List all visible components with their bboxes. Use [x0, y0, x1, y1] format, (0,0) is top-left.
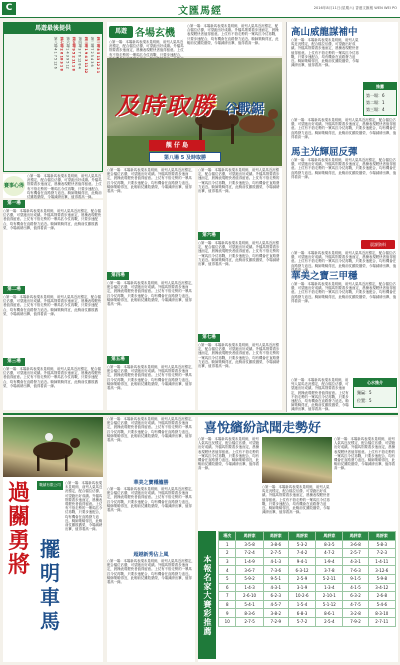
race-note-text: ○第一場：本場新馬表現未見明朗，前列人氣馬近況穩定，配合檔位佔優，可望跑出好成績。外檔馬則要看步速而定，晨操表現輕快者值得留意。上仗有不俗走勢的一眾馬匹今仗再戰，只要步速配合，均有機會在直路發力追近。騎師策騎得宜，此駒前仗雖敗猶榮，今場減磅出賽，值得看高一線。: [198, 168, 280, 194]
tip-line: 第四場 3 7 6 12 8 4: [77, 37, 82, 69]
table-cell: 8-6-1: [316, 609, 343, 618]
bottom-left-caption: 戰績有限公司: [37, 481, 63, 490]
right-low-headline: 華美之寶三甲穩: [291, 271, 358, 282]
table-row: [219, 583, 396, 592]
table-header-cell: 馬評家: [343, 532, 368, 541]
table-cell: 8-3-6: [236, 609, 263, 618]
masthead: [0, 0, 400, 18]
race-note-text: ○第一場：本場新馬表現未見明朗，前列人氣馬近況穩定，配合檔位佔優，可望跑出好成績。外檔馬則要看步速而定，晨操表現輕快者值得留意。上仗有不俗走勢的一眾馬匹今仗再戰，只要步速配合，均有機會在直路發力追近。騎師策騎得宜，此駒前仗雖敗猶榮，今場減磅出賽，值得看高一線。: [3, 209, 102, 230]
table-row: [219, 600, 396, 609]
table-cell: 7-2-3: [368, 549, 395, 558]
table-cell: 1-4-11: [368, 557, 395, 566]
tip-line: 第八場 4 1 7 5 12 6: [53, 37, 58, 69]
race-notes-col-c: [198, 168, 282, 410]
table-cell: 5-4-6: [368, 600, 395, 609]
table-row: [219, 566, 396, 575]
table-cell: 5-4-1: [236, 600, 263, 609]
race-note-text: ○第一場：本場新馬表現未見明朗，前列人氣馬近況穩定，配合檔位佔優，可望跑出好成績。外檔馬則要看步速而定，晨操表現輕快者值得留意。上仗有不俗走勢的一眾馬匹今仗再戰，只要步速配合，均有機會在直路發力追近。騎師策騎得宜，此駒前仗雖敗猶榮，今場減磅出賽，值得看高一線。: [3, 367, 102, 388]
table-row: [219, 574, 396, 583]
table-cell: 4-3-1: [263, 583, 288, 592]
table-cell: 3-12-6: [368, 566, 395, 575]
race-note-text: ○第一場：本場新馬表現未見明朗，前列人氣馬近況穩定，配合檔位佔優，可望跑出好成績。外檔馬則要看步速而定，晨操表現輕快者值得留意。上仗有不俗走勢的一眾馬匹今仗再戰，只要步速配合，均有機會在直路發力追近。騎師策騎得宜，此駒前仗雖敗猶榮，今場減磅出賽，值得看高一線。: [3, 295, 102, 316]
predictions-table-wrap: [218, 531, 396, 659]
table-cell: 7-2-9: [263, 617, 288, 626]
race-notes-col-b: [107, 168, 195, 410]
right-mid-tag: 晨課資料: [361, 240, 395, 249]
bottom-right-headline: 喜悅繽紛試聞走勢好: [204, 421, 322, 436]
table-cell: 5: [219, 574, 236, 583]
kicker-title: 各場玄機: [135, 28, 175, 39]
race-tag: 第四場: [107, 272, 129, 280]
table-cell: 1-5-4: [288, 600, 315, 609]
bottom-left-headline-blue: [37, 537, 63, 633]
photo-badge: 靚 仔 島: [149, 140, 205, 151]
table-header-cell: 馬評家: [368, 532, 395, 541]
table-cell: 3-8-6: [263, 540, 288, 549]
table-header-cell: 馬評家: [263, 532, 288, 541]
bottom-left-text: ○第一場：本場新馬表現未見明朗，前列人氣馬近況穩定，配合檔位佔優，可望跑出好成績。外檔馬則要看步速而定，晨操表現輕快者值得留意。上仗有不俗走勢的一眾馬匹今仗再戰，只要步速配合，均有機會在直路發力追近。騎師策騎得宜，此駒前仗雖敗猶榮，今場減磅出賽，值得看高一線。: [65, 481, 103, 532]
headline-char: 勇: [7, 528, 30, 554]
feature-headline: 及時取勝: [115, 91, 215, 120]
table-cell: 6-3-2: [343, 592, 368, 601]
table-cell: 5-9-8: [368, 574, 395, 583]
tip-line: 第一場 8 5 13 12 2 1: [96, 37, 100, 74]
race-tag: 第二場: [3, 286, 25, 294]
table-row: [219, 592, 396, 601]
table-row: [219, 549, 396, 558]
table-cell: 3-4-12: [368, 583, 395, 592]
bottom-left-headline-red: [5, 481, 33, 577]
table-cell: 7-4-2: [288, 549, 315, 558]
table-header-cell: 馬評家: [316, 532, 343, 541]
table-cell: 8-3-5: [316, 540, 343, 549]
race-tag: 第五場: [107, 356, 129, 364]
table-cell: 10: [219, 617, 236, 626]
bottom-right-text: ○第一場：本場新馬表現未見明朗，前列人氣馬近況穩定，配合檔位佔優，可望跑出好成績。外檔馬則要看步速而定，晨操表現輕快者值得留意。上仗有不俗走勢的一眾馬匹今仗再戰，只要步速配合，均有機會在直路發力追近。騎師策騎得宜，此駒前仗雖敗猶榮，今場減磅出賽，值得看高一線。: [198, 437, 260, 471]
kicker-tag: 馬遊: [109, 26, 133, 38]
right-low-pick-box: [353, 378, 397, 408]
page-letter-badge: C: [2, 2, 16, 15]
right-top-text: ○第一場：本場新馬表現未見明朗，前列人氣馬近況穩定，配合檔位佔優，可望跑出好成績。外檔馬則要看步速而定，晨操表現輕快者值得留意。上仗有不俗走勢的一眾馬匹今仗再戰，只要步速配合，均有機會在直路發力追近。騎師策騎得宜，此駒前仗雖敗猶榮，今場減磅出賽，值得看高一線。: [291, 38, 359, 68]
headline-char: 明: [40, 561, 60, 585]
table-cell: 3-2-8: [343, 609, 368, 618]
table-cell: 2-10-1: [316, 592, 343, 601]
table-cell: 2-7-11: [368, 617, 395, 626]
table-cell: 6: [219, 583, 236, 592]
right-column: [286, 22, 398, 412]
pick-box-title: 推薦: [364, 83, 396, 90]
race-intro-text: ○第一場：本場新馬表現未見明朗，前列人氣馬近況穩定，配合檔位佔優，可望跑出好成績。外檔馬則要看步速而定，晨操表現輕快者值得留意。上仗有不俗走勢的一眾馬匹今仗再戰，只要步速配合，均有機會在直路發力追近。騎師策騎得宜，此駒前仗雖敗猶榮，今場減磅出賽，值得看高一線。: [27, 174, 102, 200]
table-row: [219, 540, 396, 549]
table-cell: 8: [219, 600, 236, 609]
race-note-text: ○第一場：本場新馬表現未見明朗，前列人氣馬近況穩定，配合檔位佔優，可望跑出好成績。外檔馬則要看步速而定，晨操表現輕快者值得留意。上仗有不俗走勢的一眾馬匹今仗再戰，只要步速配合，均有機會在直路發力追近。騎師策騎得宜，此駒前仗雖敗猶榮，今場減磅出賽，值得看高一線。: [198, 241, 280, 267]
table-cell: 10-2-6: [288, 592, 315, 601]
race-note-text: ○第一場：本場新馬表現未見明朗，前列人氣馬近況穩定，配合檔位佔優，可望跑出好成績。外檔馬則要看步速而定，晨操表現輕快者值得留意。上仗有不俗走勢的一眾馬匹今仗再戰，只要步速配合，均有機會在直路發力追近。騎師策騎得宜，此駒前仗雖敗猶榮，今場減磅出賽，值得看高一線。: [107, 168, 195, 194]
caption-tag-circle: 賽事心得: [3, 176, 25, 196]
right-low-tag: 心水推介: [354, 379, 396, 387]
table-cell: 2: [219, 549, 236, 558]
table-row: [219, 557, 396, 566]
pick-item: 位置：5: [357, 398, 372, 403]
table-header-row: [219, 532, 396, 541]
table-header-cell: 場次: [219, 532, 236, 541]
table-cell: 9-5-1: [263, 574, 288, 583]
table-cell: 8-3-10: [368, 609, 395, 618]
pick-item: 第二場：1: [366, 100, 385, 105]
race-tag: 第一場: [3, 200, 25, 208]
table-row: [219, 617, 396, 626]
pick-item: 獨贏：5: [357, 390, 372, 395]
race-tag: 第七場: [198, 334, 220, 342]
right-mid-text: ○第一場：本場新馬表現未見明朗，前列人氣馬近況穩定，配合檔位佔優，可望跑出好成績。外檔馬則要看步速而定，晨操表現輕快者值得留意。上仗有不俗走勢的一眾馬匹今仗再戰，只要步速配合，均有機會在直路發力追近。騎師策騎得宜，此駒前仗雖敗猶榮，今場減磅出賽，值得看高一線。: [291, 158, 397, 179]
headline-char: 馬: [40, 609, 60, 633]
race-note-text: ○第一場：本場新馬表現未見明朗，前列人氣馬近況穩定，配合檔位佔優，可望跑出好成績。外檔馬則要看步速而定，晨操表現輕快者值得留意。上仗有不俗走勢的一眾馬匹今仗再戰，只要步速配合，均有機會在直路發力追近。騎師策騎得宜，此駒前仗雖敗猶榮，今場減磅出賽，值得看高一線。: [107, 365, 195, 391]
right-low-text: ○第一場：本場新馬表現未見明朗，前列人氣馬近況穩定，配合檔位佔優，可望跑出好成績。外檔馬則要看步速而定，晨操表現輕快者值得留意。上仗有不俗走勢的一眾馬匹今仗再戰，只要步速配合，均有機會在直路發力追近。騎師策騎得宜，此駒前仗雖敗猶榮，今場減磅出賽，值得看高一線。: [291, 282, 397, 303]
table-cell: 2-7-5: [236, 617, 263, 626]
table-cell: 5-2-11: [316, 574, 343, 583]
table-cell: 4-1-3: [263, 557, 288, 566]
bottom-left-story: [3, 417, 103, 662]
race-notes-col-a: [3, 200, 103, 410]
table-cell: 5-9-2: [236, 574, 263, 583]
feature-kicker-area: [107, 22, 282, 56]
table-header-cell: 馬評家: [288, 532, 315, 541]
table-cell: 4: [219, 566, 236, 575]
horse-illustration: [3, 417, 103, 477]
left-tips-tag: 馬遊最後提供: [4, 23, 102, 34]
left-tips-columns: [8, 37, 100, 169]
table-cell: 2-5-7: [343, 549, 368, 558]
headline-char: 車: [40, 585, 60, 609]
right-top-text-2: ○第一場：本場新馬表現未見明朗，前列人氣馬近況穩定，配合檔位佔優，可望跑出好成績。外檔馬則要看步速而定，晨操表現輕快者值得留意。上仗有不俗走勢的一眾馬匹今仗再戰，只要步速配合，均有機會在直路發力追近。騎師策騎得宜，此駒前仗雖敗猶榮，今場減磅出賽，值得看高一線。: [291, 118, 397, 139]
table-cell: 6-3-12: [288, 566, 315, 575]
table-cell: 3-1-9: [288, 583, 315, 592]
table-cell: 3-8-2: [263, 609, 288, 618]
right-mid-headline: 馬主光輝屈反彈: [291, 147, 358, 158]
table-cell: 6-8-3: [288, 609, 315, 618]
photo-caption: 第八場 5 及時取勝: [149, 152, 221, 162]
picks-side-tag: 本報名家大賽彩推薦: [198, 531, 216, 659]
pick-item: 第一場：6: [366, 93, 385, 98]
table-cell: 2-6-10: [236, 592, 263, 601]
table-cell: 7-9-2: [343, 617, 368, 626]
kicker-body: ○第一場：本場新馬表現未見明朗，前列人氣馬近況穩定，配合檔位佔優，可望跑出好成績。外檔馬則要看步速而定，晨操表現輕快者值得留意。上仗有不俗走勢的一眾馬匹今仗再戰，只要步速配合，均有機會在直路發力追近。騎師策騎得宜，此駒前仗雖敗猶榮，今場減磅出賽，值得看高一線。: [187, 24, 279, 45]
table-cell: 5-8-3: [368, 540, 395, 549]
bottom-right-text: ○第一場：本場新馬表現未見明朗，前列人氣馬近況穩定，配合檔位佔優，可望跑出好成績。外檔馬則要看步速而定，晨操表現輕快者值得留意。上仗有不俗走勢的一眾馬匹今仗再戰，只要步速配合，均有機會在直路發力追近。騎師策騎得宜，此駒前仗雖敗猶榮，今場減磅出賽，值得看高一線。: [262, 485, 330, 515]
race-tag: 第六場: [198, 232, 220, 240]
feature-photo: [107, 58, 282, 166]
dateline: 2016年8月11日(星期六) 香港文匯報 WEN WEI PO: [313, 6, 397, 10]
table-cell: 1-9-4: [316, 557, 343, 566]
right-top-pick-box: [363, 82, 397, 116]
table-cell: 7-6-3: [343, 566, 368, 575]
bottom-mid-text: ○第一場：本場新馬表現未見明朗，前列人氣馬近況穩定，配合檔位佔優，可望跑出好成績。外檔馬則要看步速而定，晨操表現輕快者值得留意。上仗有不俗走勢的一眾馬匹今仗再戰，只要步速配合，均有機會在直路發力追近。騎師策騎得宜，此駒前仗雖敗猶榮，今場減磅出賽，值得看高一線。: [107, 487, 195, 513]
bottom-mid-sub1: 華美之寶穩膽勝: [133, 480, 169, 486]
table-cell: 3-6-8: [343, 540, 368, 549]
predictions-table: [218, 531, 396, 627]
tip-line: 第七場 2 6 10 3 1 8: [59, 37, 64, 71]
left-tips-panel: [3, 22, 103, 172]
feature-headline-side: 谷戰鋸: [225, 102, 265, 117]
table-cell: 9: [219, 609, 236, 618]
table-cell: 2-5-4: [316, 617, 343, 626]
table-cell: 1-4-9: [236, 557, 263, 566]
table-header-cell: 馬評家: [236, 532, 263, 541]
table-cell: 3-6-7: [236, 566, 263, 575]
table-cell: 9-1-5: [343, 574, 368, 583]
table-cell: 7-3-6: [263, 566, 288, 575]
tip-line: 第五場 9 5 2 11 1 8: [71, 37, 76, 71]
tip-line: 第六場 1 4 3 9 5 12: [65, 37, 70, 69]
bottom-mid-text: ○第一場：本場新馬表現未見明朗，前列人氣馬近況穩定，配合檔位佔優，可望跑出好成績。外檔馬則要看步速而定，晨操表現輕快者值得留意。上仗有不俗走勢的一眾馬匹今仗再戰，只要步速配合，均有機會在直路發力追近。騎師策騎得宜，此駒前仗雖敗猶榮，今場減磅出賽，值得看高一線。: [107, 417, 195, 443]
bottom-right-story: [198, 417, 398, 662]
table-cell: 3-7-8: [316, 566, 343, 575]
bottom-mid-story: [107, 417, 195, 662]
table-cell: 3-5-8: [236, 540, 263, 549]
table-cell: 1-3-4: [316, 583, 343, 592]
table-cell: 1-4-3: [236, 583, 263, 592]
bottom-right-text: ○第一場：本場新馬表現未見明朗，前列人氣馬近況穩定，配合檔位佔優，可望跑出好成績。外檔馬則要看步速而定，晨操表現輕快者值得留意。上仗有不俗走勢的一眾馬匹今仗再戰，只要步速配合，均有機會在直路發力追近。騎師策騎得宜，此駒前仗雖敗猶榮，今場減磅出賽，值得看高一線。: [334, 437, 396, 471]
bottom-mid-sub2: 超越新秀佔上風: [133, 552, 169, 558]
tip-line: 第二場 7 2 5 4 3 6: [89, 37, 94, 67]
right-low-text-2: ○第一場：本場新馬表現未見明朗，前列人氣馬近況穩定，配合檔位佔優，可望跑出好成績。外檔馬則要看步速而定，晨操表現輕快者值得留意。上仗有不俗走勢的一眾馬匹今仗再戰，只要步速配合，均有機會在直路發力追近。騎師策騎得宜，此駒前仗雖敗猶榮，今場減磅出賽，值得看高一線。: [291, 378, 349, 412]
table-cell: 1: [219, 540, 236, 549]
table-cell: 5-1-12: [316, 600, 343, 609]
race-tag: 第三場: [3, 358, 25, 366]
table-cell: 7-2-4: [236, 549, 263, 558]
race-note-text: ○第一場：本場新馬表現未見明朗，前列人氣馬近況穩定，配合檔位佔優，可望跑出好成績。外檔馬則要看步速而定，晨操表現輕快者值得留意。上仗有不俗走勢的一眾馬匹今仗再戰，只要步速配合，均有機會在直路發力追近。騎師策騎得宜，此駒前仗雖敗猶榮，今場減磅出賽，值得看高一線。: [198, 343, 280, 369]
table-cell: 4-5-7: [263, 600, 288, 609]
headline-char: 關: [7, 504, 30, 530]
table-cell: 5-7-2: [288, 617, 315, 626]
bottom-mid-text: ○第一場：本場新馬表現未見明朗，前列人氣馬近況穩定，配合檔位佔優，可望跑出好成績。外檔馬則要看步速而定，晨操表現輕快者值得留意。上仗有不俗走勢的一眾馬匹今仗再戰，只要步速配合，均有機會在直路發力追近。騎師策騎得宜，此駒前仗雖敗猶榮，今場減磅出賽，值得看高一線。: [107, 559, 195, 585]
pick-item: 第三場：4: [366, 107, 385, 112]
table-cell: 4-1-5: [343, 583, 368, 592]
table-cell: 2-7-5: [263, 549, 288, 558]
right-mid-text-2: ○第一場：本場新馬表現未見明朗，前列人氣馬近況穩定，配合檔位佔優，可望跑出好成績。外檔馬則要看步速而定，晨操表現輕快者值得留意。上仗有不俗走勢的一眾馬匹今仗再戰，只要步速配合，均有機會在直路發力追近。騎師策騎得宜，此駒前仗雖敗猶榮，今場減磅出賽，值得看高一線。: [291, 251, 397, 272]
table-cell: 6-2-3: [263, 592, 288, 601]
table-cell: 4-7-5: [343, 600, 368, 609]
section-divider: [3, 413, 398, 415]
table-row: [219, 609, 396, 618]
kicker-body-2: ○第一場：本場新馬表現未見明朗，前列人氣馬近況穩定，配合檔位佔優，可望跑出好成績。外檔馬則要看步速而定，晨操表現輕快者值得留意。上仗有不俗走勢的一眾馬匹今仗再戰，只要步速配合，: [109, 40, 184, 57]
table-cell: 4-3-1: [343, 557, 368, 566]
table-cell: 2-5-9: [288, 574, 315, 583]
headline-char: 將: [7, 552, 30, 578]
right-top-headline: 高山威龍謀補中: [291, 27, 358, 38]
race-1-head: [3, 174, 103, 198]
table-cell: 5-3-2: [288, 540, 315, 549]
headline-char: 擺: [40, 537, 60, 561]
headline-char: 過: [7, 480, 30, 506]
table-cell: 7: [219, 592, 236, 601]
table-cell: 4-7-2: [316, 549, 343, 558]
bottom-left-photo: [3, 417, 103, 477]
tip-line: 第三場 1 9 4 3 11 12: [83, 37, 88, 74]
bottom-right-photo: [262, 437, 332, 483]
section-title: 文匯馬經: [178, 6, 222, 17]
table-cell: 2-6-8: [368, 592, 395, 601]
table-cell: 3: [219, 557, 236, 566]
race-note-text: ○第一場：本場新馬表現未見明朗，前列人氣馬近況穩定，配合檔位佔優，可望跑出好成績。外檔馬則要看步速而定，晨操表現輕快者值得留意。上仗有不俗走勢的一眾馬匹今仗再戰，只要步速配合，均有機會在直路發力追近。騎師策騎得宜，此駒前仗雖敗猶榮，今場減磅出賽，值得看高一線。: [107, 281, 195, 307]
table-cell: 9-4-1: [288, 557, 315, 566]
